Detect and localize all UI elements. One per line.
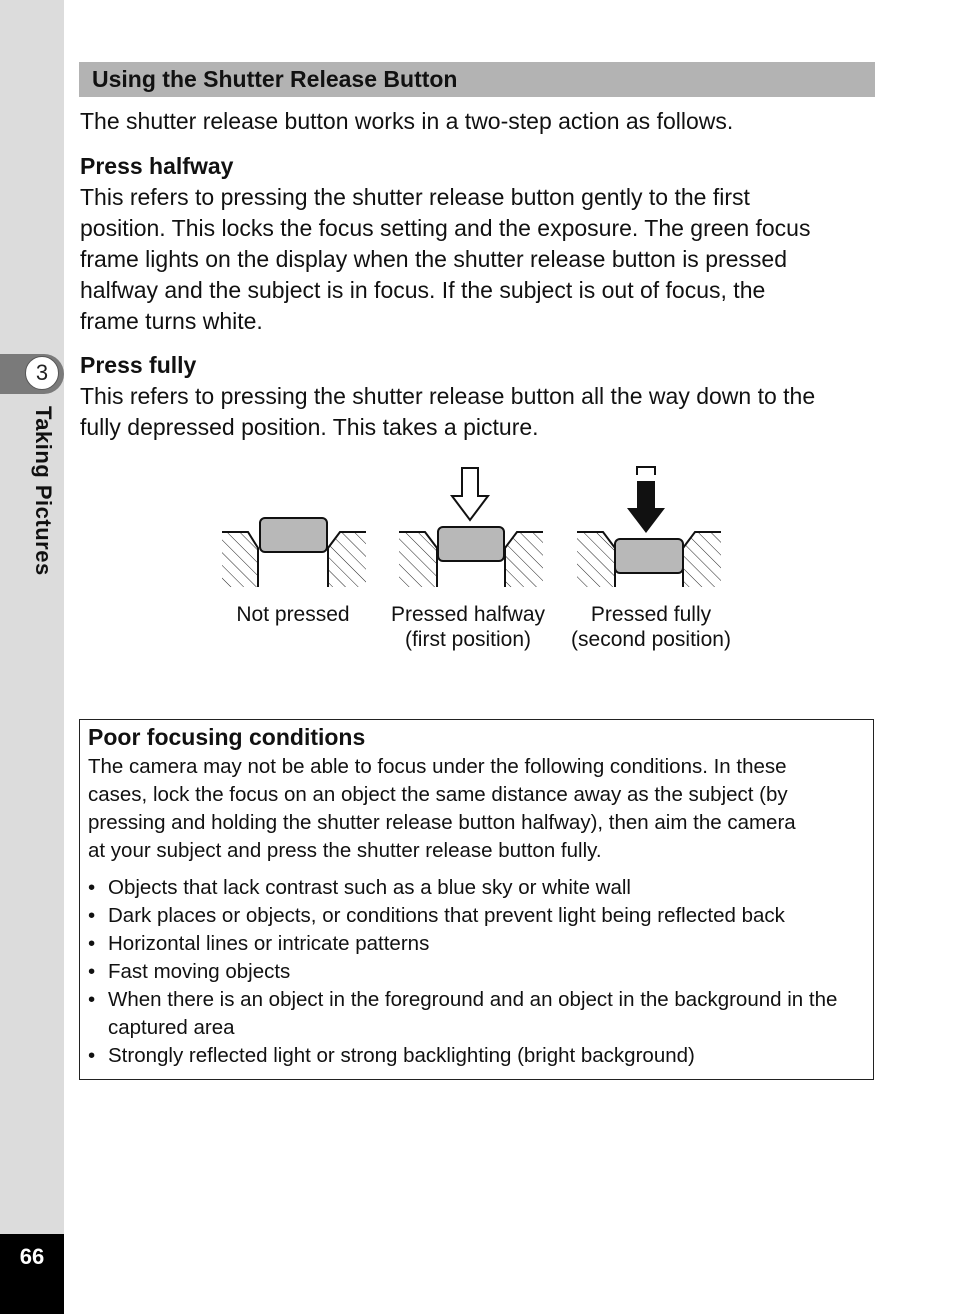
list-item: • When there is an object in the foreground and an object in the background in the captured area [88, 986, 868, 1042]
button-pressed-halfway [399, 468, 543, 587]
note-text [88, 753, 868, 865]
text-line: This refers to pressing the shutter release button all the way down to the [80, 383, 816, 409]
button-not-pressed [222, 518, 366, 587]
list-item: • Fast moving objects [88, 958, 868, 986]
condition-list [88, 874, 868, 1070]
text-line: frame lights on the display when the shutter release button is pressed [80, 246, 788, 272]
caption-line: (first position) [404, 628, 532, 651]
caption-line: (second position) [571, 628, 731, 651]
chapter-title: Taking Pictures [31, 406, 56, 576]
text-line: at your subject and press the shutter release button fully. [88, 839, 602, 862]
text-line: frame turns white. [80, 308, 263, 334]
section-title: Using the Shutter Release Button [79, 62, 875, 97]
chapter-number: 3 [25, 356, 59, 390]
intro-text: The shutter release button works in a two-step action as follows. [80, 108, 734, 134]
arrow-down-outline-icon [452, 468, 488, 520]
page-number: 66 [19, 1244, 45, 1269]
press-halfway-heading: Press halfway [80, 153, 234, 179]
button-pressed-fully [577, 467, 721, 587]
press-fully-heading: Press fully [80, 352, 197, 378]
list-item: • Strongly reflected light or strong backlighting (bright background) [88, 1042, 868, 1070]
text-line: position. This locks the focus setting and the exposure. The green focus [80, 215, 811, 241]
caption-pressed-fully [560, 602, 742, 652]
text-line: This refers to pressing the shutter release button gently to the first [80, 184, 750, 210]
list-item: • Horizontal lines or intricate patterns [88, 930, 868, 958]
text-line: cases, lock the focus on an object the same distance away as the subject (by [88, 783, 788, 806]
caption-pressed-halfway [381, 602, 555, 652]
text-line: The camera may not be able to focus under the following conditions. In these [88, 755, 787, 778]
list-item: • Objects that lack contrast such as a blue sky or white wall [88, 874, 868, 902]
text-line: halfway and the subject is in focus. If the subject is out of focus, the [80, 277, 766, 303]
caption-line: Not pressed [236, 603, 350, 626]
text-line: fully depressed position. This takes a picture. [80, 414, 539, 440]
caption-not-pressed [223, 602, 363, 627]
caption-line: Pressed fully [590, 603, 712, 626]
arrow-down-solid-icon [627, 481, 665, 533]
note-title: Poor focusing conditions [88, 724, 366, 750]
caption-line: Pressed halfway [390, 603, 546, 626]
text-line: pressing and holding the shutter release button halfway), then aim the camera [88, 811, 796, 834]
list-item: • Dark places or objects, or conditions that prevent light being reflected back [88, 902, 868, 930]
